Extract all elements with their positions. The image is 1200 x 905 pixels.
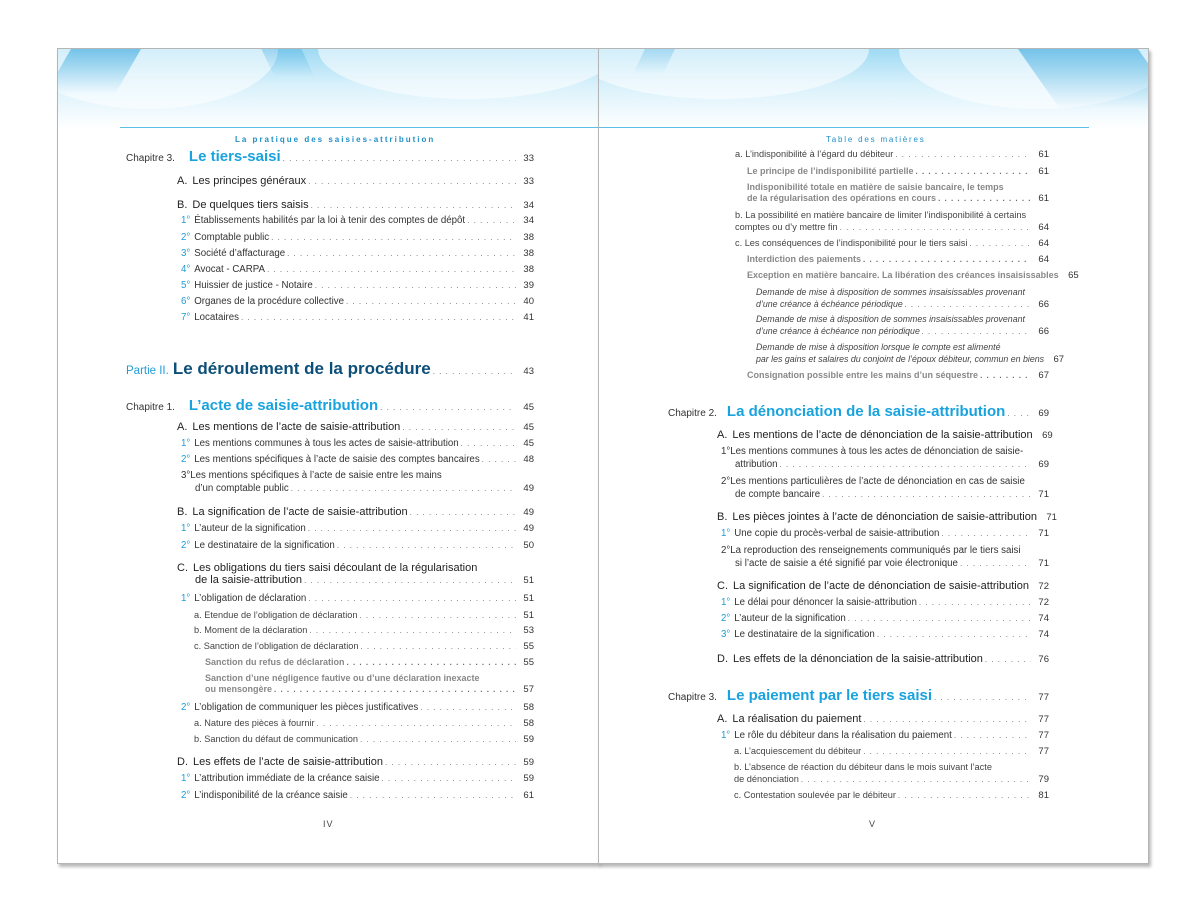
toc-item: 1° Établissements habilités par la loi à tenir des comptes de dépôt . . . 34 <box>181 215 534 226</box>
toc-subitem: b. L’absence de réaction du débiteur dans le mois suivant l’acte de dénonciation . . . 79 <box>734 762 1049 785</box>
page-number: IV <box>323 819 334 829</box>
toc-chapter: Chapitre 3. Le paiement par le tiers saisi . . . 77 <box>668 687 1049 704</box>
toc-heading-minor: Sanction du refus de déclaration . . . 55 <box>205 657 534 668</box>
toc-section: A. Les mentions de l’acte de dénonciation de la saisie-attribution 69 <box>717 429 1053 441</box>
toc-item: 2° L’indisponibilité de la créance saisie . . . 61 <box>181 790 534 801</box>
toc-section: A. Les principes généraux . . . 33 <box>177 175 534 187</box>
toc-section: C. Les obligations du tiers saisi découlant de la régularisation de la saisie-attribution . . . 51 <box>177 562 534 586</box>
toc-section: B. La signification de l’acte de saisie-attribution . . . 49 <box>177 506 534 518</box>
toc-heading-minor: Indisponibilité totale en matière de saisie bancaire, le temps de la régularisation des opérations en cours . . . 61 <box>747 182 1049 204</box>
toc-item: 2°La reproduction des renseignements communiqués par le tiers saisi si l’acte de saisie a été signifié par voie électronique . . . 71 <box>721 545 1049 569</box>
toc-chapter: Chapitre 1. L’acte de saisie-attribution . . . 45 <box>126 397 534 414</box>
header-band <box>58 49 598 129</box>
page-number: V <box>869 819 877 829</box>
toc-heading-minor: Sanction d’une négligence fautive ou d’une déclaration inexacte ou mensongère . . . 57 <box>205 673 534 695</box>
running-head: La pratique des saisies-attribution <box>235 135 436 144</box>
toc-item: 1°Les mentions communes à tous les actes de dénonciation de saisie- attribution . . . 69 <box>721 446 1049 470</box>
toc-subitem: c. Contestation soulevée par le débiteur . . . 81 <box>734 790 1049 801</box>
right-page <box>598 48 1149 864</box>
toc-subitem: a. Etendue de l’obligation de déclaration . . . 51 <box>194 610 534 621</box>
toc-chapter: Chapitre 2. La dénonciation de la saisie-attribution . . . 69 <box>668 403 1049 420</box>
toc-item: 1° L’obligation de déclaration . . . 51 <box>181 593 534 604</box>
toc-heading-minor: Consignation possible entre les mains d’un séquestre . . . 67 <box>747 370 1049 381</box>
toc-subitem: a. Nature des pièces à fournir . . . 58 <box>194 718 534 729</box>
toc-item: 1° L’attribution immédiate de la créance saisie . . . 59 <box>181 773 534 784</box>
toc-subitem: c. Sanction de l’obligation de déclaration . . . 55 <box>194 641 534 652</box>
toc-item: 2° Le destinataire de la signification . . . 50 <box>181 540 534 551</box>
toc-item: 2° Les mentions spécifiques à l’acte de saisie des comptes bancaires . . . 48 <box>181 454 534 465</box>
toc-subitem: b. La possibilité en matière bancaire de limiter l’indisponibilité à certains comptes ou d’y mettre fin . . . 64 <box>735 210 1049 233</box>
toc-section: A. Les mentions de l’acte de saisie-attribution . . . 45 <box>177 421 534 433</box>
toc-part: Partie II. Le déroulement de la procédure . . . 43 <box>126 359 534 379</box>
toc-item: 1° Les mentions communes à tous les actes de saisie-attribution . . . 45 <box>181 438 534 449</box>
toc-chapter: Chapitre 3. Le tiers-saisi . . . 33 <box>126 148 534 165</box>
toc-item: 2°Les mentions particulières de l’acte de dénonciation en cas de saisie de compte bancaire . . . 71 <box>721 476 1049 500</box>
toc-section: B. Les pièces jointes à l’acte de dénonciation de saisie-attribution 71 <box>717 511 1057 523</box>
toc-item: 3°Les mentions spécifiques à l’acte de saisie entre les mains d’un comptable public . . . 49 <box>181 470 534 494</box>
toc-subitem: a. L’acquiescement du débiteur . . . 77 <box>734 746 1049 757</box>
toc-italic-item: Demande de mise à disposition lorsque le compte est alimenté par les gains et salaires du conjoint de l’époux débiteur, commun en biens 67 <box>756 342 1065 365</box>
toc-heading-minor: Interdiction des paiements . . . 64 <box>747 254 1049 265</box>
toc-item: 3° Le destinataire de la signification . . . 74 <box>721 629 1049 640</box>
toc-subitem: a. L’indisponibilité à l’égard du débiteur . . . 61 <box>735 149 1049 160</box>
toc-item: 3° Société d’affacturage . . . 38 <box>181 248 534 259</box>
toc-item: 4° Avocat - CARPA . . . 38 <box>181 264 534 275</box>
toc-subitem: b. Sanction du défaut de communication . . . 59 <box>194 734 534 745</box>
toc-heading-minor: Le principe de l’indisponibilité partielle . . . 61 <box>747 166 1049 177</box>
toc-section: B. De quelques tiers saisis . . . 34 <box>177 199 534 211</box>
toc-heading-minor: Exception en matière bancaire. La libération des créances insaisissables 65 <box>747 270 1079 281</box>
toc-item: 2° L’obligation de communiquer les pièces justificatives . . . 58 <box>181 702 534 713</box>
toc-italic-item: Demande de mise à disposition de sommes insaisissables provenant d’une créance à échéance non périodique . . . 66 <box>756 314 1049 337</box>
toc-section: D. Les effets de l’acte de saisie-attribution . . . 59 <box>177 756 534 768</box>
header-band <box>599 49 1148 129</box>
toc-subitem: b. Moment de la déclaration . . . 53 <box>194 625 534 636</box>
toc-item: 1° L’auteur de la signification . . . 49 <box>181 523 534 534</box>
toc-section: D. Les effets de la dénonciation de la saisie-attribution . . . 76 <box>717 653 1049 665</box>
header-rule <box>599 127 1089 128</box>
toc-item: 1° Le rôle du débiteur dans la réalisation du paiement . . . 77 <box>721 730 1049 741</box>
toc-item: 1° Le délai pour dénoncer la saisie-attribution . . . 72 <box>721 597 1049 608</box>
toc-italic-item: Demande de mise à disposition de sommes insaisissables provenant d’une créance à échéance périodique . . . 66 <box>756 287 1049 310</box>
left-page <box>57 48 599 864</box>
toc-item: 2° L’auteur de la signification . . . 74 <box>721 613 1049 624</box>
toc-section: A. La réalisation du paiement . . . 77 <box>717 713 1049 725</box>
toc-item: 6° Organes de la procédure collective . . . 40 <box>181 296 534 307</box>
toc-item: 1° Une copie du procès-verbal de saisie-attribution . . . 71 <box>721 528 1049 539</box>
toc-item: 7° Locataires . . . 41 <box>181 312 534 323</box>
header-rule <box>120 127 598 128</box>
toc-item: 2° Comptable public . . . 38 <box>181 232 534 243</box>
toc-subitem: c. Les conséquences de l’indisponibilité pour le tiers saisi . . . 64 <box>735 238 1049 249</box>
toc-section: C. La signification de l’acte de dénonciation de saisie-attribution . . . 72 <box>717 580 1049 592</box>
running-head: Table des matières <box>826 135 926 144</box>
toc-item: 5° Huissier de justice - Notaire . . . 39 <box>181 280 534 291</box>
